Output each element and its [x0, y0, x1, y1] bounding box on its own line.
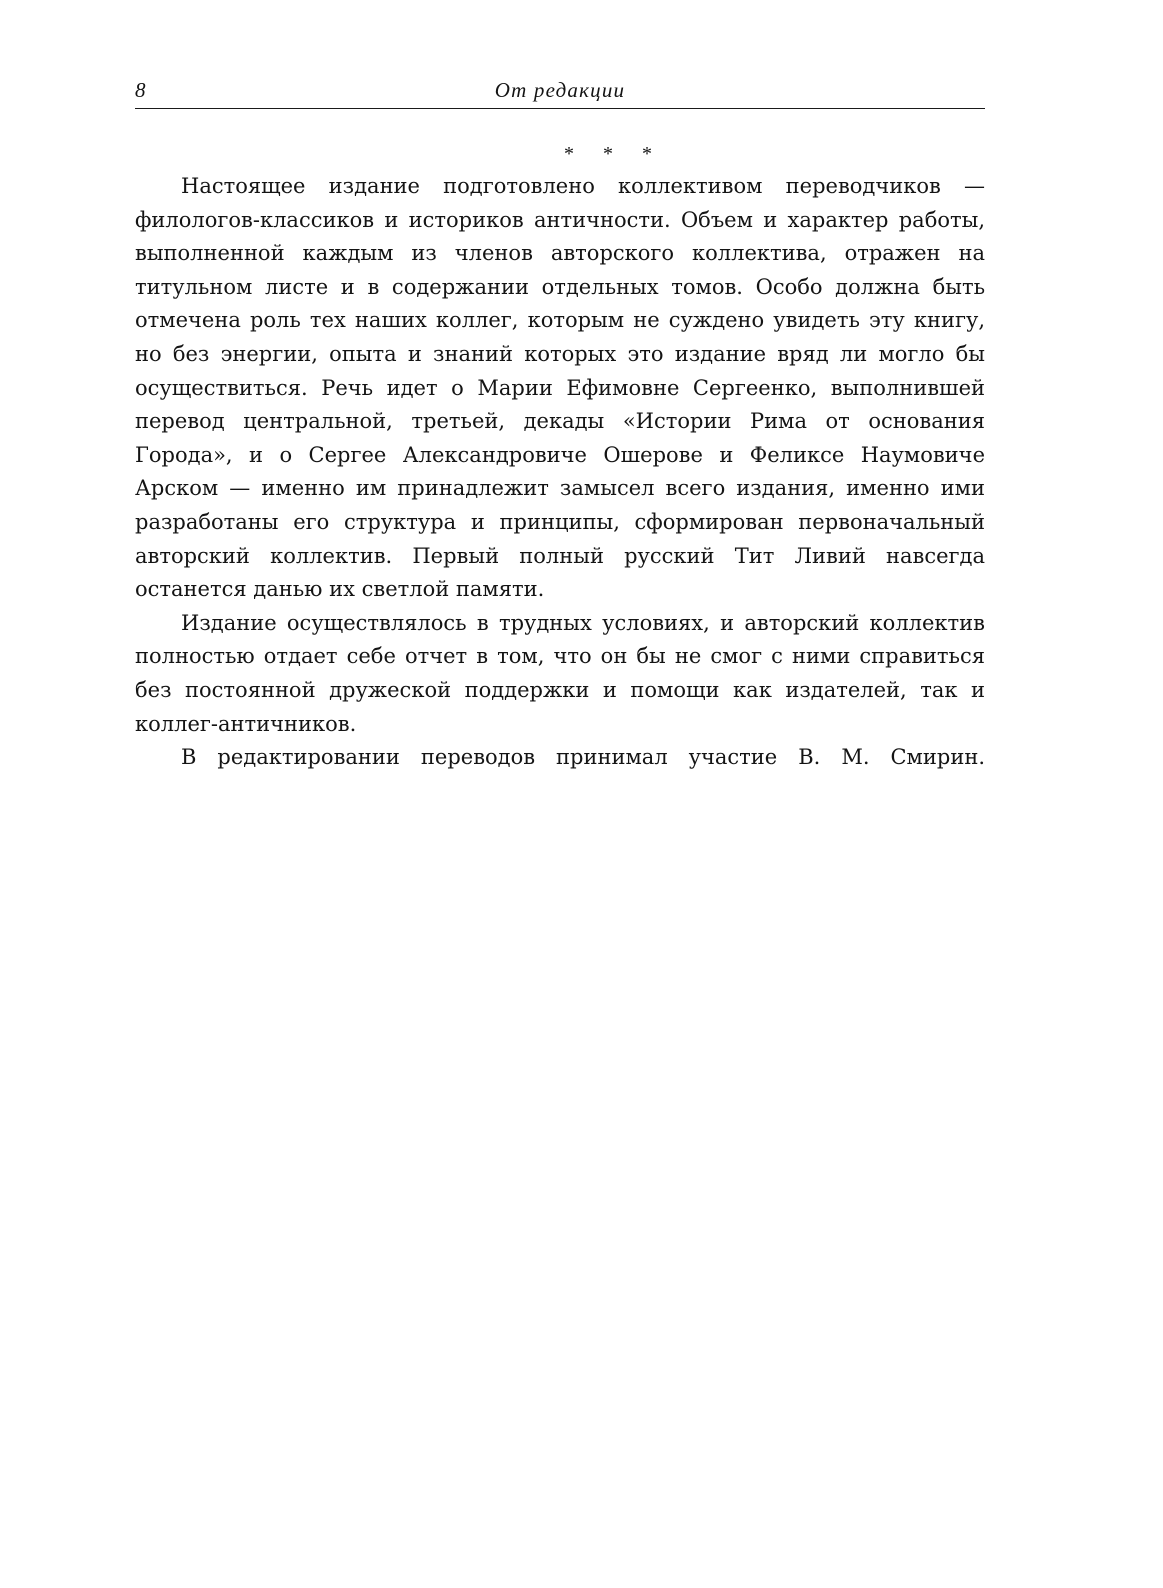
running-title: От редакции [494, 78, 626, 102]
paragraph-acknowledgement: Издание осуществлялось в трудных условиях, и авторский коллектив полностью отдает себе отчет в том, что он бы не смог с ними справиться без постоянной дружеской поддержки и помощи как издателей, так и коллег-античников. [135, 610, 985, 736]
paragraph-dedication: Настоящее издание подготовлено коллективом переводчиков — филологов-классиков и историков античности. Объем и характер работы, выполненной каждым из членов авторского коллектива, отражен на титульном листе и в содержании отдельных томов. Особо должна быть отмечена роль тех наших коллег, которым не суждено увидеть эту книгу, но без энергии, опыта и знаний которых это издание вряд ли могло бы осуществиться. Речь идет о Марии Ефимовне Сергеенко, выполнившей перевод центральной, третьей, декады «Истории Рима от основания Города», и о Сергее Александровиче Ошерове и Феликсе Наумовиче Арском — именно им принадлежит замысел всего издания, именно ими разработаны его структура и принципы, сформирован первоначальный авторский коллектив. Первый полный русский Тит Ливий навсегда останется данью их светлой памяти. [135, 174, 985, 602]
page-number: 8 [135, 78, 146, 102]
body-text [135, 170, 985, 775]
section-break-asterisks: * * * [564, 143, 652, 165]
paragraph-editing-credit: В редактировании переводов принимал участие В. М. Смирин. [181, 745, 985, 770]
running-head [135, 74, 985, 106]
header-rule [135, 108, 985, 109]
